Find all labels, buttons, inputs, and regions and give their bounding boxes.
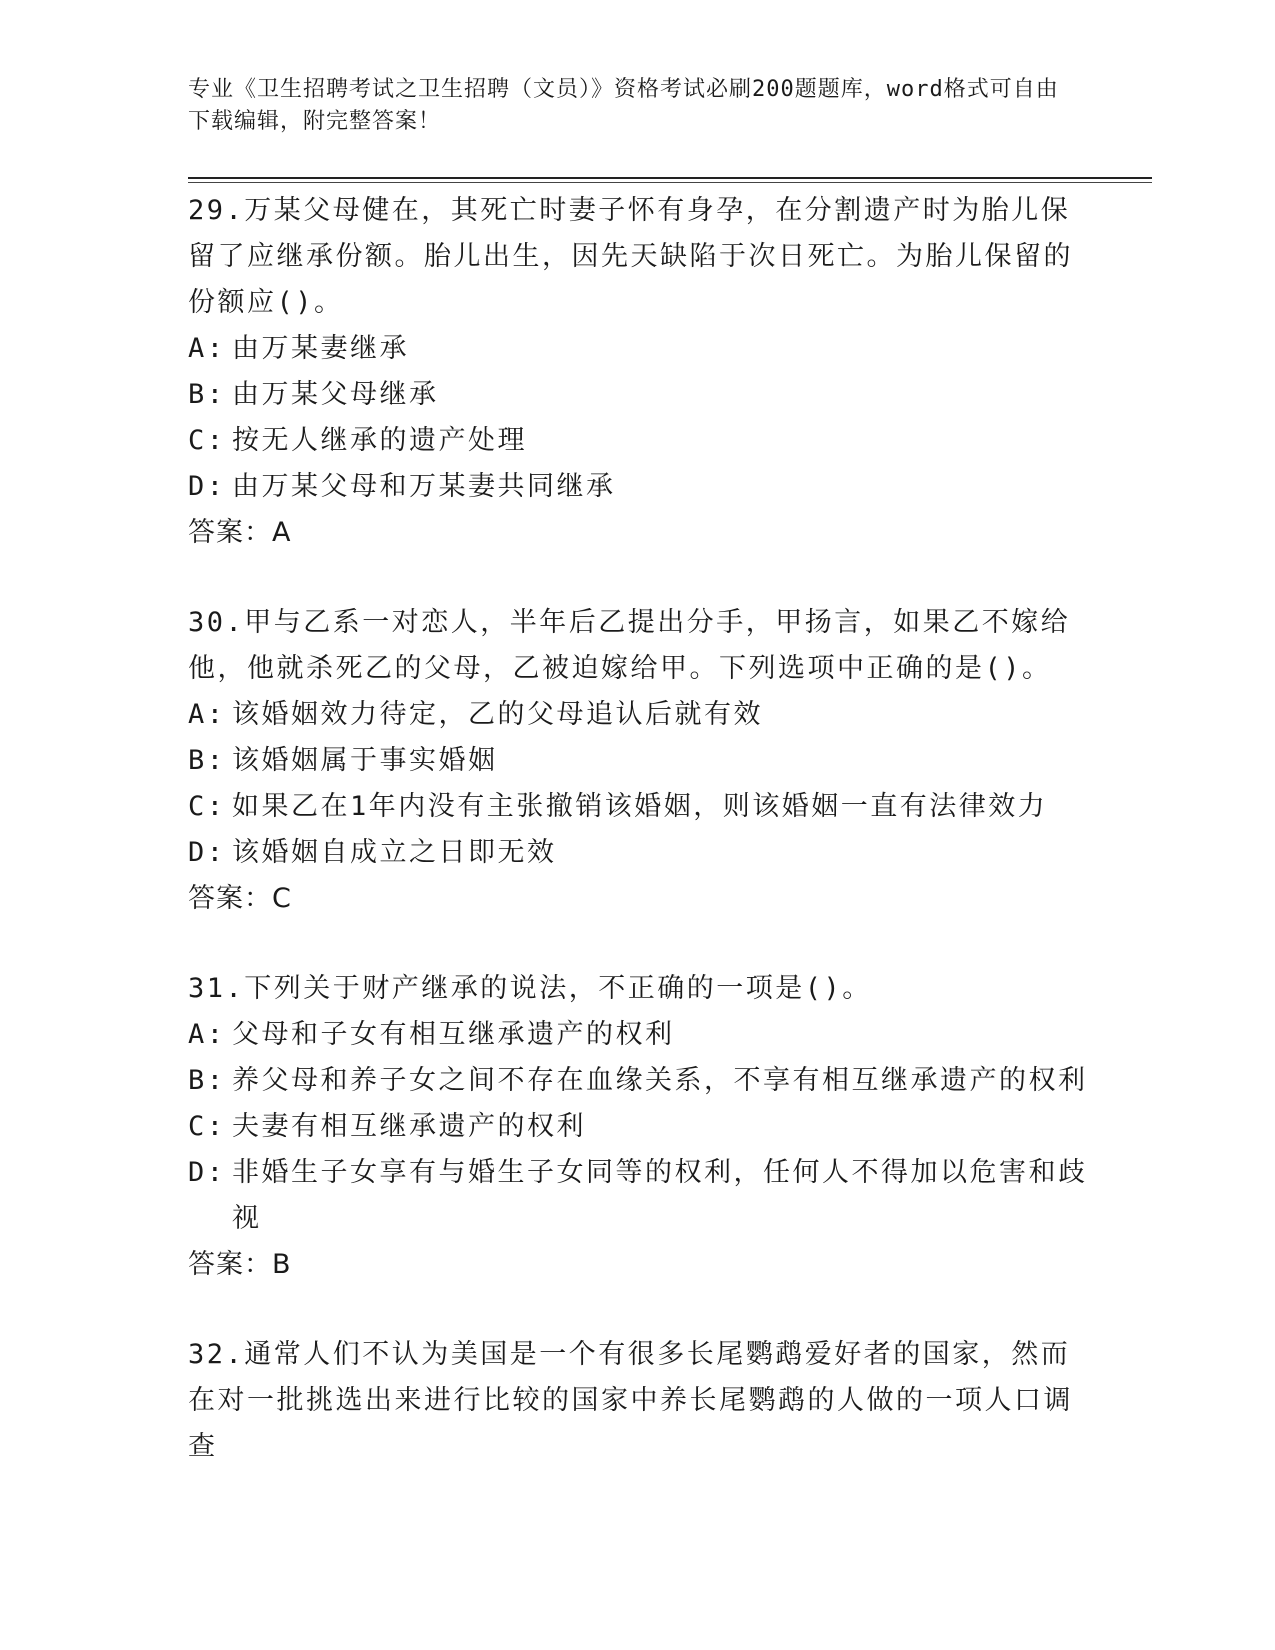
question-stem: 31.下列关于财产继承的说法，不正确的一项是()。	[188, 973, 872, 1004]
header-divider-thin	[188, 182, 1152, 183]
option-text: 养父母和养子女之间不存在血缘关系，不享有相互继承遗产的权利	[232, 1065, 1088, 1096]
option-text: 父母和子女有相互继承遗产的权利	[232, 1019, 675, 1050]
option-text: 夫妻有相互继承遗产的权利	[232, 1111, 586, 1142]
answer-line: 答案：B	[188, 1249, 292, 1280]
option-key: C:	[188, 1111, 226, 1142]
question-29	[188, 188, 1088, 556]
option-text: 按无人继承的遗产处理	[232, 425, 527, 456]
option-text: 该婚姻属于事实婚姻	[232, 745, 498, 776]
question-30	[188, 600, 1088, 922]
question-stem: 32.通常人们不认为美国是一个有很多长尾鹦鹉爱好者的国家，然而在对一批挑选出来进行比较的国家中养长尾鹦鹉的人做的一项人口调查	[188, 1339, 1073, 1462]
question-31	[188, 966, 1088, 1288]
option-b	[188, 1058, 1088, 1104]
option-a	[188, 326, 1088, 372]
question-32	[188, 1332, 1088, 1470]
option-text: 由万某妻继承	[232, 333, 409, 364]
page-header: 专业《卫生招聘考试之卫生招聘（文员）》资格考试必刷200题题库，word格式可自由下载编辑，附完整答案！	[188, 77, 1059, 134]
option-key: C:	[188, 425, 226, 456]
option-key: A:	[188, 1019, 226, 1050]
option-key: D:	[188, 471, 226, 502]
header-divider-thick	[188, 177, 1152, 179]
question-stem: 29.万某父母健在，其死亡时妻子怀有身孕，在分割遗产时为胎儿保留了应继承份额。胎儿出生，因先天缺陷于次日死亡。为胎儿保留的份额应()。	[188, 195, 1073, 318]
option-text: 由万某父母和万某妻共同继承	[232, 471, 616, 502]
option-text: 如果乙在1年内没有主张撤销该婚姻，则该婚姻一直有法律效力	[232, 791, 1048, 822]
option-c	[188, 418, 1088, 464]
option-key: D:	[188, 837, 226, 868]
option-a	[188, 1012, 1088, 1058]
option-key: B:	[188, 379, 226, 410]
option-d	[188, 830, 1088, 876]
option-text: 该婚姻效力待定，乙的父母追认后就有效	[232, 699, 763, 730]
option-c	[188, 784, 1088, 830]
option-key: A:	[188, 333, 226, 364]
option-c	[188, 1104, 1088, 1150]
option-text: 由万某父母继承	[232, 379, 439, 410]
option-key: B:	[188, 745, 226, 776]
option-d	[188, 464, 1088, 510]
answer-line: 答案：C	[188, 883, 292, 914]
answer-line: 答案：A	[188, 517, 292, 548]
option-d	[188, 1150, 1088, 1242]
option-key: D:	[188, 1157, 226, 1188]
option-text: 该婚姻自成立之日即无效	[232, 837, 557, 868]
option-a	[188, 692, 1088, 738]
option-key: B:	[188, 1065, 226, 1096]
option-key: C:	[188, 791, 226, 822]
question-list	[188, 188, 1088, 1514]
question-stem: 30.甲与乙系一对恋人，半年后乙提出分手，甲扬言，如果乙不嫁给他，他就杀死乙的父母，乙被迫嫁给甲。下列选项中正确的是()。	[188, 607, 1071, 684]
option-text: 非婚生子女享有与婚生子女同等的权利，任何人不得加以危害和歧视	[232, 1157, 1088, 1234]
option-b	[188, 738, 1088, 784]
option-b	[188, 372, 1088, 418]
option-key: A:	[188, 699, 226, 730]
